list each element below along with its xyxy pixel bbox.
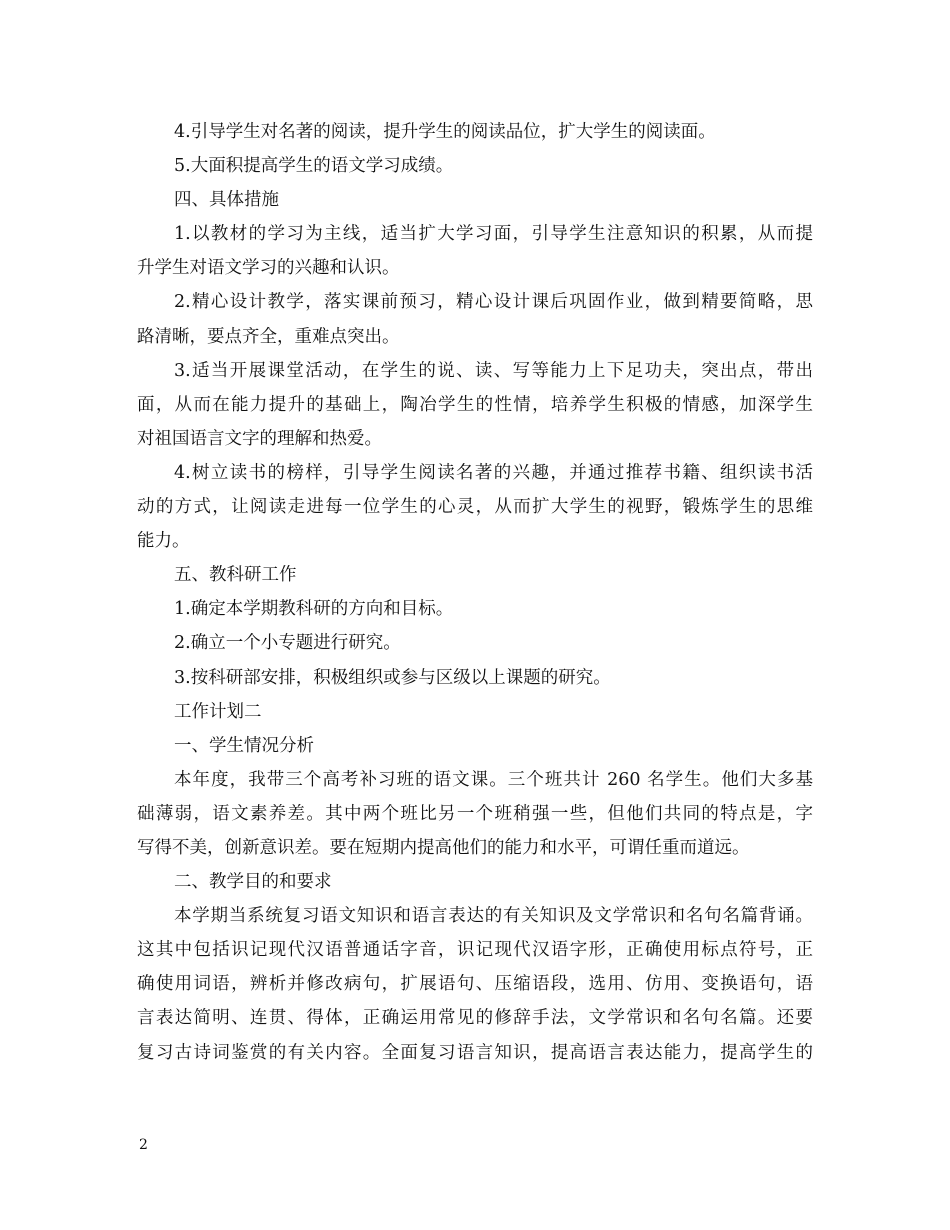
text-line: 1.以教材的学习为主线，适当扩大学习面，引导学生注意知识的积累，从而提	[174, 224, 813, 245]
text-line: 二、教学目的和要求	[174, 872, 332, 893]
text-line: 确使用词语，辨析并修改病句，扩展语句、压缩语段，选用、仿用、变换语句，语	[137, 974, 813, 995]
text-line: 本年度，我带三个高考补习班的语文课。三个班共计 260 名学生。他们大多基	[174, 769, 813, 790]
text-line: 路清晰，要点齐全，重难点突出。	[137, 326, 400, 347]
text-line: 4.树立读书的榜样，引导学生阅读名著的兴趣，并通过推荐书籍、组织读书活	[174, 462, 813, 483]
text-line: 言表达简明、连贯、得体，正确运用常见的修辞手法，文学常识和名句名篇。还要	[137, 1008, 813, 1029]
text-line: 2.精心设计教学，落实课前预习，精心设计课后巩固作业，做到精要简略，思	[174, 292, 813, 313]
text-line: 本学期当系统复习语文知识和语言表达的有关知识及文学常识和名句名篇背诵。	[174, 906, 813, 927]
text-line: 动的方式，让阅读走进每一位学生的心灵，从而扩大学生的视野，锻炼学生的思维	[137, 497, 813, 518]
text-line: 能力。	[137, 531, 190, 552]
text-line: 3.适当开展课堂活动，在学生的说、读、写等能力上下足功夫，突出点，带出	[174, 360, 813, 381]
page-number: 2	[139, 1137, 148, 1153]
text-line: 工作计划二	[174, 701, 262, 722]
text-line: 2.确立一个小专题进行研究。	[174, 633, 401, 654]
text-line: 四、具体措施	[174, 190, 279, 211]
text-line: 这其中包括识记现代汉语普通话字音，识记现代汉语字形，正确使用标点符号，正	[137, 940, 813, 961]
text-line: 写得不美，创新意识差。要在短期内提高他们的能力和水平，可谓任重而道远。	[137, 837, 750, 858]
text-line: 1.确定本学期教科研的方向和目标。	[174, 599, 454, 620]
text-line: 础薄弱，语文素养差。其中两个班比另一个班稍强一些，但他们共同的特点是，字	[137, 803, 813, 824]
text-line: 3.按科研部安排，积极组织或参与区级以上课题的研究。	[174, 667, 611, 688]
text-line: 4.引导学生对名著的阅读，提升学生的阅读品位，扩大学生的阅读面。	[174, 122, 716, 142]
text-line: 一、学生情况分析	[174, 735, 314, 756]
body-text	[137, 115, 813, 1070]
text-line: 5.大面积提高学生的语文学习成绩。	[174, 156, 454, 177]
text-line: 五、教科研工作	[174, 565, 297, 586]
text-line: 升学生对语文学习的兴趣和认识。	[137, 258, 400, 279]
text-line: 复习古诗词鉴赏的有关内容。全面复习语言知识，提高语言表达能力，提高学生的	[137, 1042, 813, 1063]
text-line: 面，从而在能力提升的基础上，陶冶学生的性情，培养学生积极的情感，加深学生	[137, 394, 813, 415]
text-line: 对祖国语言文字的理解和热爱。	[137, 428, 382, 449]
